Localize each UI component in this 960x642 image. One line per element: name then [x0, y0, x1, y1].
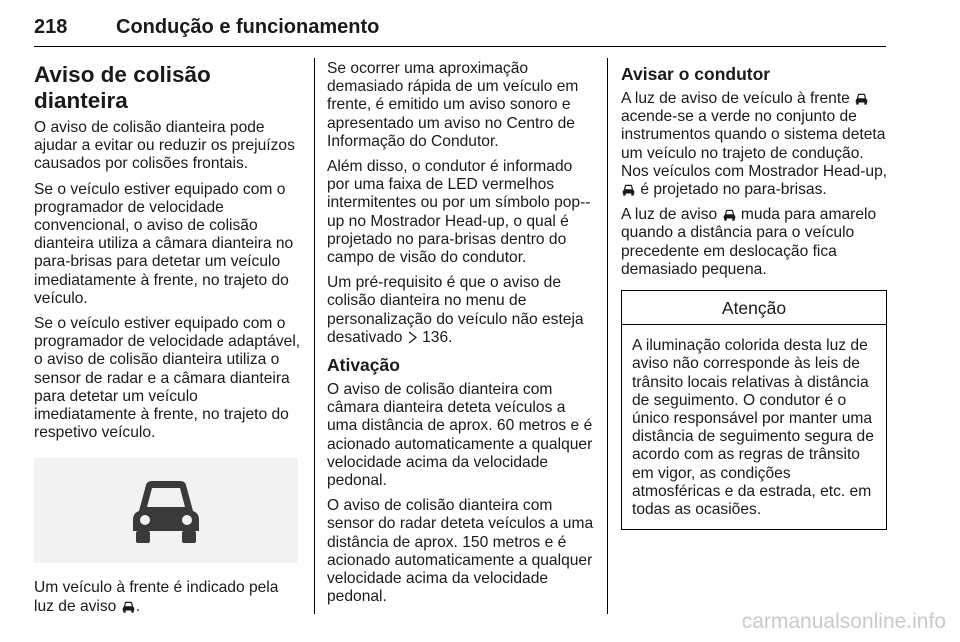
column-2: [327, 60, 595, 613]
paragraph: Além disso, o condutor é informado por uma faixa de LED vermelhos intermitentes ou por um símbolo pop--up no Mostrador Head-up, o qual é projetado no para-brisas dentro do campo de visão do condutor.: [327, 158, 591, 267]
notice-body: A iluminação colorida desta luz de aviso não corresponde às leis de trânsito locais relativas à distância de seguimento. O condutor é o único responsável por manter uma distância de seguimento segura de acordo com as regras de trânsito em vigor, as condições atmosféricas e da estrada, etc. em todas as ocasiões.: [632, 337, 874, 519]
page-reference-icon: [408, 331, 417, 344]
vehicle-ahead-icon: [122, 601, 135, 613]
subsection-heading: Ativação: [327, 355, 400, 376]
notice-title: Atenção: [622, 291, 886, 325]
vehicle-ahead-icon: [129, 477, 203, 545]
page-reference-link[interactable]: 136.: [422, 328, 453, 346]
paragraph: O aviso de colisão dianteira com sensor do radar deteta veículos a uma distância de aprox. 150 metros e é acionado automaticamente a qualquer velocidade acima da velocidade pedonal.: [327, 497, 594, 606]
paragraph: A luz de aviso muda para amarelo quando a distância para o veículo precedente em deslocação fica demasiado pequena.: [621, 206, 877, 278]
page-number: 218: [34, 16, 68, 38]
column-divider: [314, 58, 315, 614]
caution-notice-box: [621, 290, 887, 530]
paragraph: Um pré-requisito é que o aviso de colisão dianteira no menu de personalização do veículo não esteja desativado 136.: [327, 274, 584, 346]
column-1: [34, 60, 302, 623]
vehicle-ahead-icon: [723, 209, 736, 221]
paragraph: A luz de aviso de veículo à frente acende-se a verde no conjunto de instrumentos quando o sistema deteta um veículo no trajeto de condução. Nos veículos com Mostrador Head-up, é projetado no para-brisas.: [621, 90, 888, 199]
column-divider: [607, 58, 608, 614]
column-3: [621, 60, 889, 530]
paragraph: Se o veículo estiver equipado com o programador de velocidade convencional, o aviso de colisão dianteira utiliza a câmara dianteira no para-brisas para detetar um veículo imediatamente à frente, no trajeto do veículo.: [34, 180, 294, 307]
figure-caption: Um veículo à frente é indicado pela luz de aviso .: [34, 579, 279, 615]
watermark: carmanualsonline.info: [741, 610, 946, 633]
paragraph: Se ocorrer uma aproximação demasiado rápida de um veículo em frente, é emitido um aviso sonoro e apresentado um aviso no Centro de Informação do Condutor.: [327, 60, 579, 150]
page-header: [34, 10, 886, 47]
warning-light-figure: [34, 458, 298, 563]
paragraph: Se o veículo estiver equipado com o programador de velocidade adaptável, o aviso de colisão dianteira utiliza o sensor de radar e a câmara dianteira para detetar um veículo imediatamente à frente, no trajeto do respetivo veículo.: [34, 315, 301, 442]
subsection-heading: Avisar o condutor: [621, 64, 771, 84]
section-heading: Aviso de colisão dianteira: [34, 62, 211, 113]
vehicle-ahead-icon: [855, 93, 868, 105]
running-title: Condução e funcionamento: [116, 16, 380, 38]
paragraph: O aviso de colisão dianteira com câmara dianteira deteta veículos a uma distância de aprox. 60 metros e é acionado automaticamente a qualquer velocidade acima da velocidade pedonal.: [327, 381, 593, 490]
vehicle-ahead-icon: [622, 184, 635, 196]
paragraph: O aviso de colisão dianteira pode ajudar a evitar ou reduzir os prejuízos causados por colisões frontais.: [34, 119, 295, 173]
